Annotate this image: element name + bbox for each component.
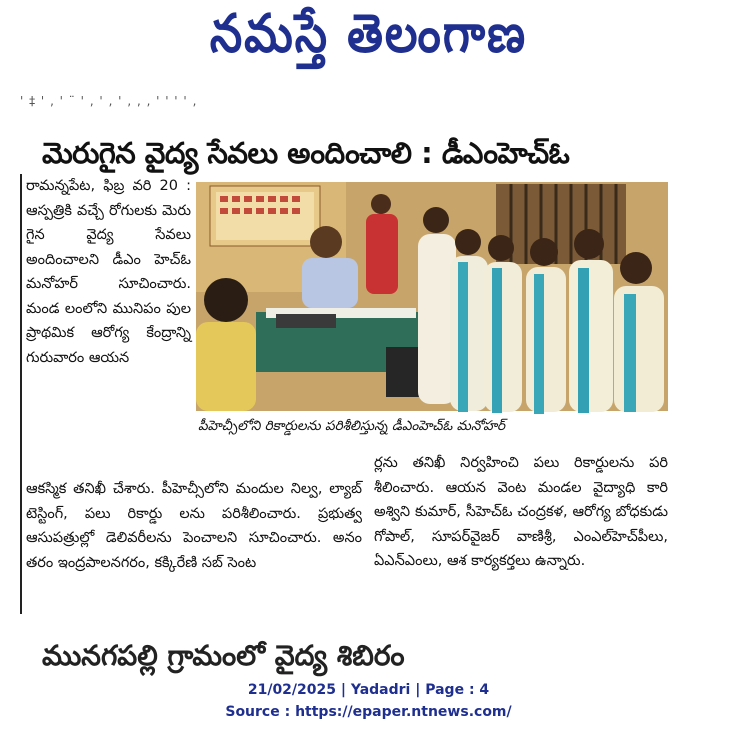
footer-source: Source : https://epaper.ntnews.com/ bbox=[225, 704, 512, 720]
article-column-1: రామన్నపేట, ఫిబ్ర వరి 20 : ఆస్పత్రికి వచ్చే రోగులకు మెరు గైన వైద్య సేవలు అందించాలని డీఎం హెచ్ఓ మనోహర్ సూచించారు. మండ లంలోని మునిపం పుల ప్రాథమిక ఆరోగ్య కేంద్రాన్ని గురువారం ఆయన bbox=[26, 178, 191, 366]
left-column-rule bbox=[20, 174, 22, 614]
article-photo bbox=[196, 182, 668, 411]
masthead-title: నమస్తే తెలంగాణ bbox=[209, 2, 528, 65]
newspaper-masthead bbox=[0, 0, 737, 80]
article-column-3: ర్లను తనిఖీ నిర్వహించి పలు రికార్డులను పరి శీలించారు. ఆయన వెంట మండల వైద్యాధి కారి అశ్విని కుమార్, సీహెచ్ఓ చంద్రకళ, ఆరోగ్య బోధకుడు గోపాల్, సూపర్‌వైజర్ వాణిశ్రీ, ఎంఎల్‌హెచ్‌పీలు, ఏఎన్ఎంలు, ఆశ కార్యకర్తలు ఉన్నారు. bbox=[374, 455, 668, 569]
article-column-2: ఆకస్మిక తనిఖీ చేశారు. పీహెచ్సీలోని మందుల నిల్వ, ల్యాబ్ టెస్టింగ్, పలు రికార్డు లను పరిశీలించారు. ప్రభుత్వ ఆసుపత్రుల్లో డెలివరీలను పెంచాలని సూచించారు. అనం తరం ఇంద్రపాలనగరం, కక్కిరేణి సబ్ సెంట bbox=[26, 481, 362, 571]
cut-off-top-line: ' ‡ ' ‚ ' ¨ ' ‚ ' ‚ ' ‚ ‚ ‚ ' ' ' ' ‚ bbox=[20, 94, 198, 108]
next-article-headline bbox=[42, 639, 702, 672]
footer-date-edition: 21/02/2025 | Yadadri | Page : 4 bbox=[247, 682, 490, 698]
article-headline: మెరుగైన వైద్య సేవలు అందించాలి : డీఎంహెచ్ఓ bbox=[42, 136, 570, 170]
next-headline-text: మునగపల్లి గ్రామంలో వైద్య శిబిరం bbox=[42, 639, 405, 672]
article-clipping bbox=[20, 94, 710, 672]
photo-illustration bbox=[196, 182, 668, 411]
photo-caption: పీహెచ్సీలోని రికార్డులను పరిశీలిస్తున్న డీఎంహెచ్ఓ మనోహర్ bbox=[198, 418, 506, 434]
